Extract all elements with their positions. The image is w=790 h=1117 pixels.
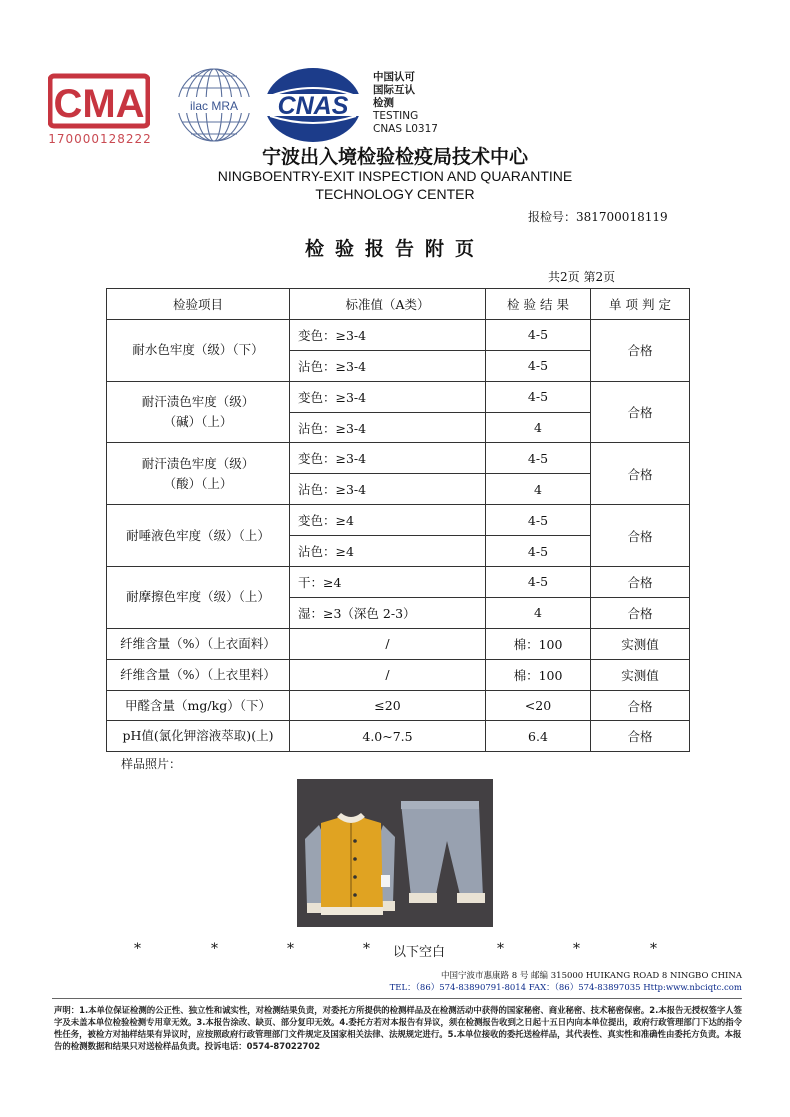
svg-text:CMA: CMA bbox=[53, 82, 145, 126]
table-row bbox=[107, 628, 690, 659]
standard-value: 沾色：≥3-4 bbox=[290, 412, 486, 443]
standard-value: ≤20 bbox=[290, 690, 486, 721]
star-mark: * bbox=[211, 941, 218, 957]
test-item: 耐水色牢度（级）（下） bbox=[107, 319, 290, 381]
contact-line: TEL：（86）574-83890791-8014 FAX：（86）574-83897035 Http:www.nbciqtc.com bbox=[389, 983, 742, 993]
address-line: 中国宁波市惠康路 8 号 邮编 315000 HUIKANG ROAD 8 NINGBO CHINA bbox=[441, 971, 742, 981]
table-header-row bbox=[107, 289, 690, 320]
test-result: 4-5 bbox=[486, 319, 591, 350]
table-row bbox=[107, 567, 690, 598]
test-result: 4-5 bbox=[486, 443, 591, 474]
cma-number: 170000128222 bbox=[48, 132, 152, 146]
verdict: 合格 bbox=[591, 567, 690, 598]
verdict: 合格 bbox=[591, 505, 690, 567]
standard-value: 4.0~7.5 bbox=[290, 721, 486, 752]
table-row bbox=[107, 443, 690, 474]
test-result: 棉：100 bbox=[486, 628, 591, 659]
verdict: 合格 bbox=[591, 443, 690, 505]
ilac-mra-logo bbox=[175, 66, 253, 144]
cnas-caption-line: CNAS L0317 bbox=[373, 123, 438, 135]
cnas-caption-line: 中国认可 bbox=[373, 71, 415, 83]
test-result: 4-5 bbox=[486, 536, 591, 567]
column-header: 检验项目 bbox=[107, 289, 290, 320]
star-mark: * bbox=[134, 941, 141, 957]
star-mark: * bbox=[497, 941, 504, 957]
svg-text:ilac MRA: ilac MRA bbox=[189, 99, 239, 113]
cnas-caption bbox=[373, 71, 438, 136]
verdict: 实测值 bbox=[591, 628, 690, 659]
cma-logo bbox=[48, 72, 150, 130]
results-table bbox=[106, 288, 690, 752]
test-item: 纤维含量（%）（上衣里料） bbox=[107, 659, 290, 690]
table-row bbox=[107, 505, 690, 536]
svg-text:CNAS: CNAS bbox=[277, 92, 349, 120]
star-mark: * bbox=[363, 941, 370, 957]
verdict: 合格 bbox=[591, 381, 690, 443]
test-result: 棉：100 bbox=[486, 659, 591, 690]
standard-value: 变色：≥3-4 bbox=[290, 443, 486, 474]
table-row bbox=[107, 319, 690, 350]
table-row bbox=[107, 381, 690, 412]
test-item: pH值(氯化钾溶液萃取)(上) bbox=[107, 721, 290, 752]
standard-value: 变色：≥3-4 bbox=[290, 319, 486, 350]
test-result: 6.4 bbox=[486, 721, 591, 752]
page-title: 检验报告附页 bbox=[304, 238, 485, 260]
test-item: 纤维含量（%）（上衣面料） bbox=[107, 628, 290, 659]
test-item-line: 耐汗渍色牢度（级） bbox=[141, 394, 255, 410]
organization-name-en: NINGBOENTRY-EXIT INSPECTION AND QUARANTINE bbox=[217, 168, 573, 184]
test-result: 4 bbox=[486, 412, 591, 443]
test-item-line: 耐汗渍色牢度（级） bbox=[141, 455, 255, 471]
column-header: 标准值（A类） bbox=[290, 289, 486, 320]
test-result: 4 bbox=[486, 474, 591, 505]
cnas-logo bbox=[262, 66, 364, 144]
cnas-caption-line: 检测 bbox=[373, 97, 394, 109]
verdict: 合格 bbox=[591, 721, 690, 752]
photo-label: 样品照片： bbox=[121, 757, 182, 771]
column-header: 单 项 判 定 bbox=[591, 289, 690, 320]
end-of-report-marker bbox=[118, 941, 678, 959]
standard-value: 变色：≥4 bbox=[290, 505, 486, 536]
standard-value: 湿：≥3（深色 2-3） bbox=[290, 597, 486, 628]
verdict: 实测值 bbox=[591, 659, 690, 690]
organization-name-cn: 宁波出入境检验检疫局技术中心 bbox=[261, 146, 528, 168]
verdict: 合格 bbox=[591, 690, 690, 721]
test-item-line: （碱）（上） bbox=[163, 414, 233, 430]
cnas-caption-line: 国际互认 bbox=[373, 84, 415, 96]
test-item: 甲醛含量（mg/kg）（下） bbox=[107, 690, 290, 721]
organization-name-en: TECHNOLOGY CENTER bbox=[315, 186, 475, 202]
test-result: 4-5 bbox=[486, 567, 591, 598]
star-mark: * bbox=[573, 941, 580, 957]
test-result: 4-5 bbox=[486, 350, 591, 381]
disclaimer-statement: 声明：1.本单位保证检测的公正性、独立性和诚实性，对检测结果负责，对委托方所提供的检测样品及在检测活动中获得的国家秘密、商业秘密、技术秘密保密。2.本报告无授权签字人签字及未盖本单位检验检测专用章无效。3.本报告涂改、缺页、部分复印无效。4.委托方若对本报告有异议，须在检测报告收到之日起十五日内向本单位提出，政府行政管理部门下达的指令性任务，被检方对抽样结果有异议时，应按照政府行政管理部门文件规定及国家相关法律、法规规定进行。5.本单位接收的委托送检样品，其代表性、真实性和准确性由委托方负责。本报告的检测数据和结果只对送检样品负责。投诉电话：0574-87022702 bbox=[54, 1005, 743, 1051]
verdict: 合格 bbox=[591, 597, 690, 628]
cnas-caption-line: TESTING bbox=[373, 110, 419, 122]
star-mark: * bbox=[287, 941, 294, 957]
report-number: 报检号：381700018119 bbox=[528, 210, 668, 224]
test-item bbox=[107, 381, 290, 443]
star-mark: * bbox=[650, 941, 657, 957]
footer-divider bbox=[52, 998, 742, 999]
standard-value: 沾色：≥4 bbox=[290, 536, 486, 567]
verdict: 合格 bbox=[591, 319, 690, 381]
test-item: 耐摩擦色牢度（级）（上） bbox=[107, 567, 290, 629]
standard-value: / bbox=[290, 659, 486, 690]
test-result: <20 bbox=[486, 690, 591, 721]
table-row bbox=[107, 659, 690, 690]
test-result: 4 bbox=[486, 597, 591, 628]
standard-value: 沾色：≥3-4 bbox=[290, 474, 486, 505]
table-row bbox=[107, 690, 690, 721]
test-item bbox=[107, 443, 290, 505]
test-result: 4-5 bbox=[486, 505, 591, 536]
standard-value: / bbox=[290, 628, 486, 659]
blank-below-text: 以下空白 bbox=[393, 945, 446, 960]
sample-photo bbox=[297, 779, 493, 927]
standard-value: 干：≥4 bbox=[290, 567, 486, 598]
test-item-line: （酸）（上） bbox=[163, 475, 233, 491]
address-block bbox=[390, 970, 742, 994]
page-counter: 共2页 第2页 bbox=[548, 270, 616, 284]
standard-value: 变色：≥3-4 bbox=[290, 381, 486, 412]
test-item: 耐唾液色牢度（级）（上） bbox=[107, 505, 290, 567]
test-result: 4-5 bbox=[486, 381, 591, 412]
column-header: 检 验 结 果 bbox=[486, 289, 591, 320]
table-row bbox=[107, 721, 690, 752]
standard-value: 沾色：≥3-4 bbox=[290, 350, 486, 381]
